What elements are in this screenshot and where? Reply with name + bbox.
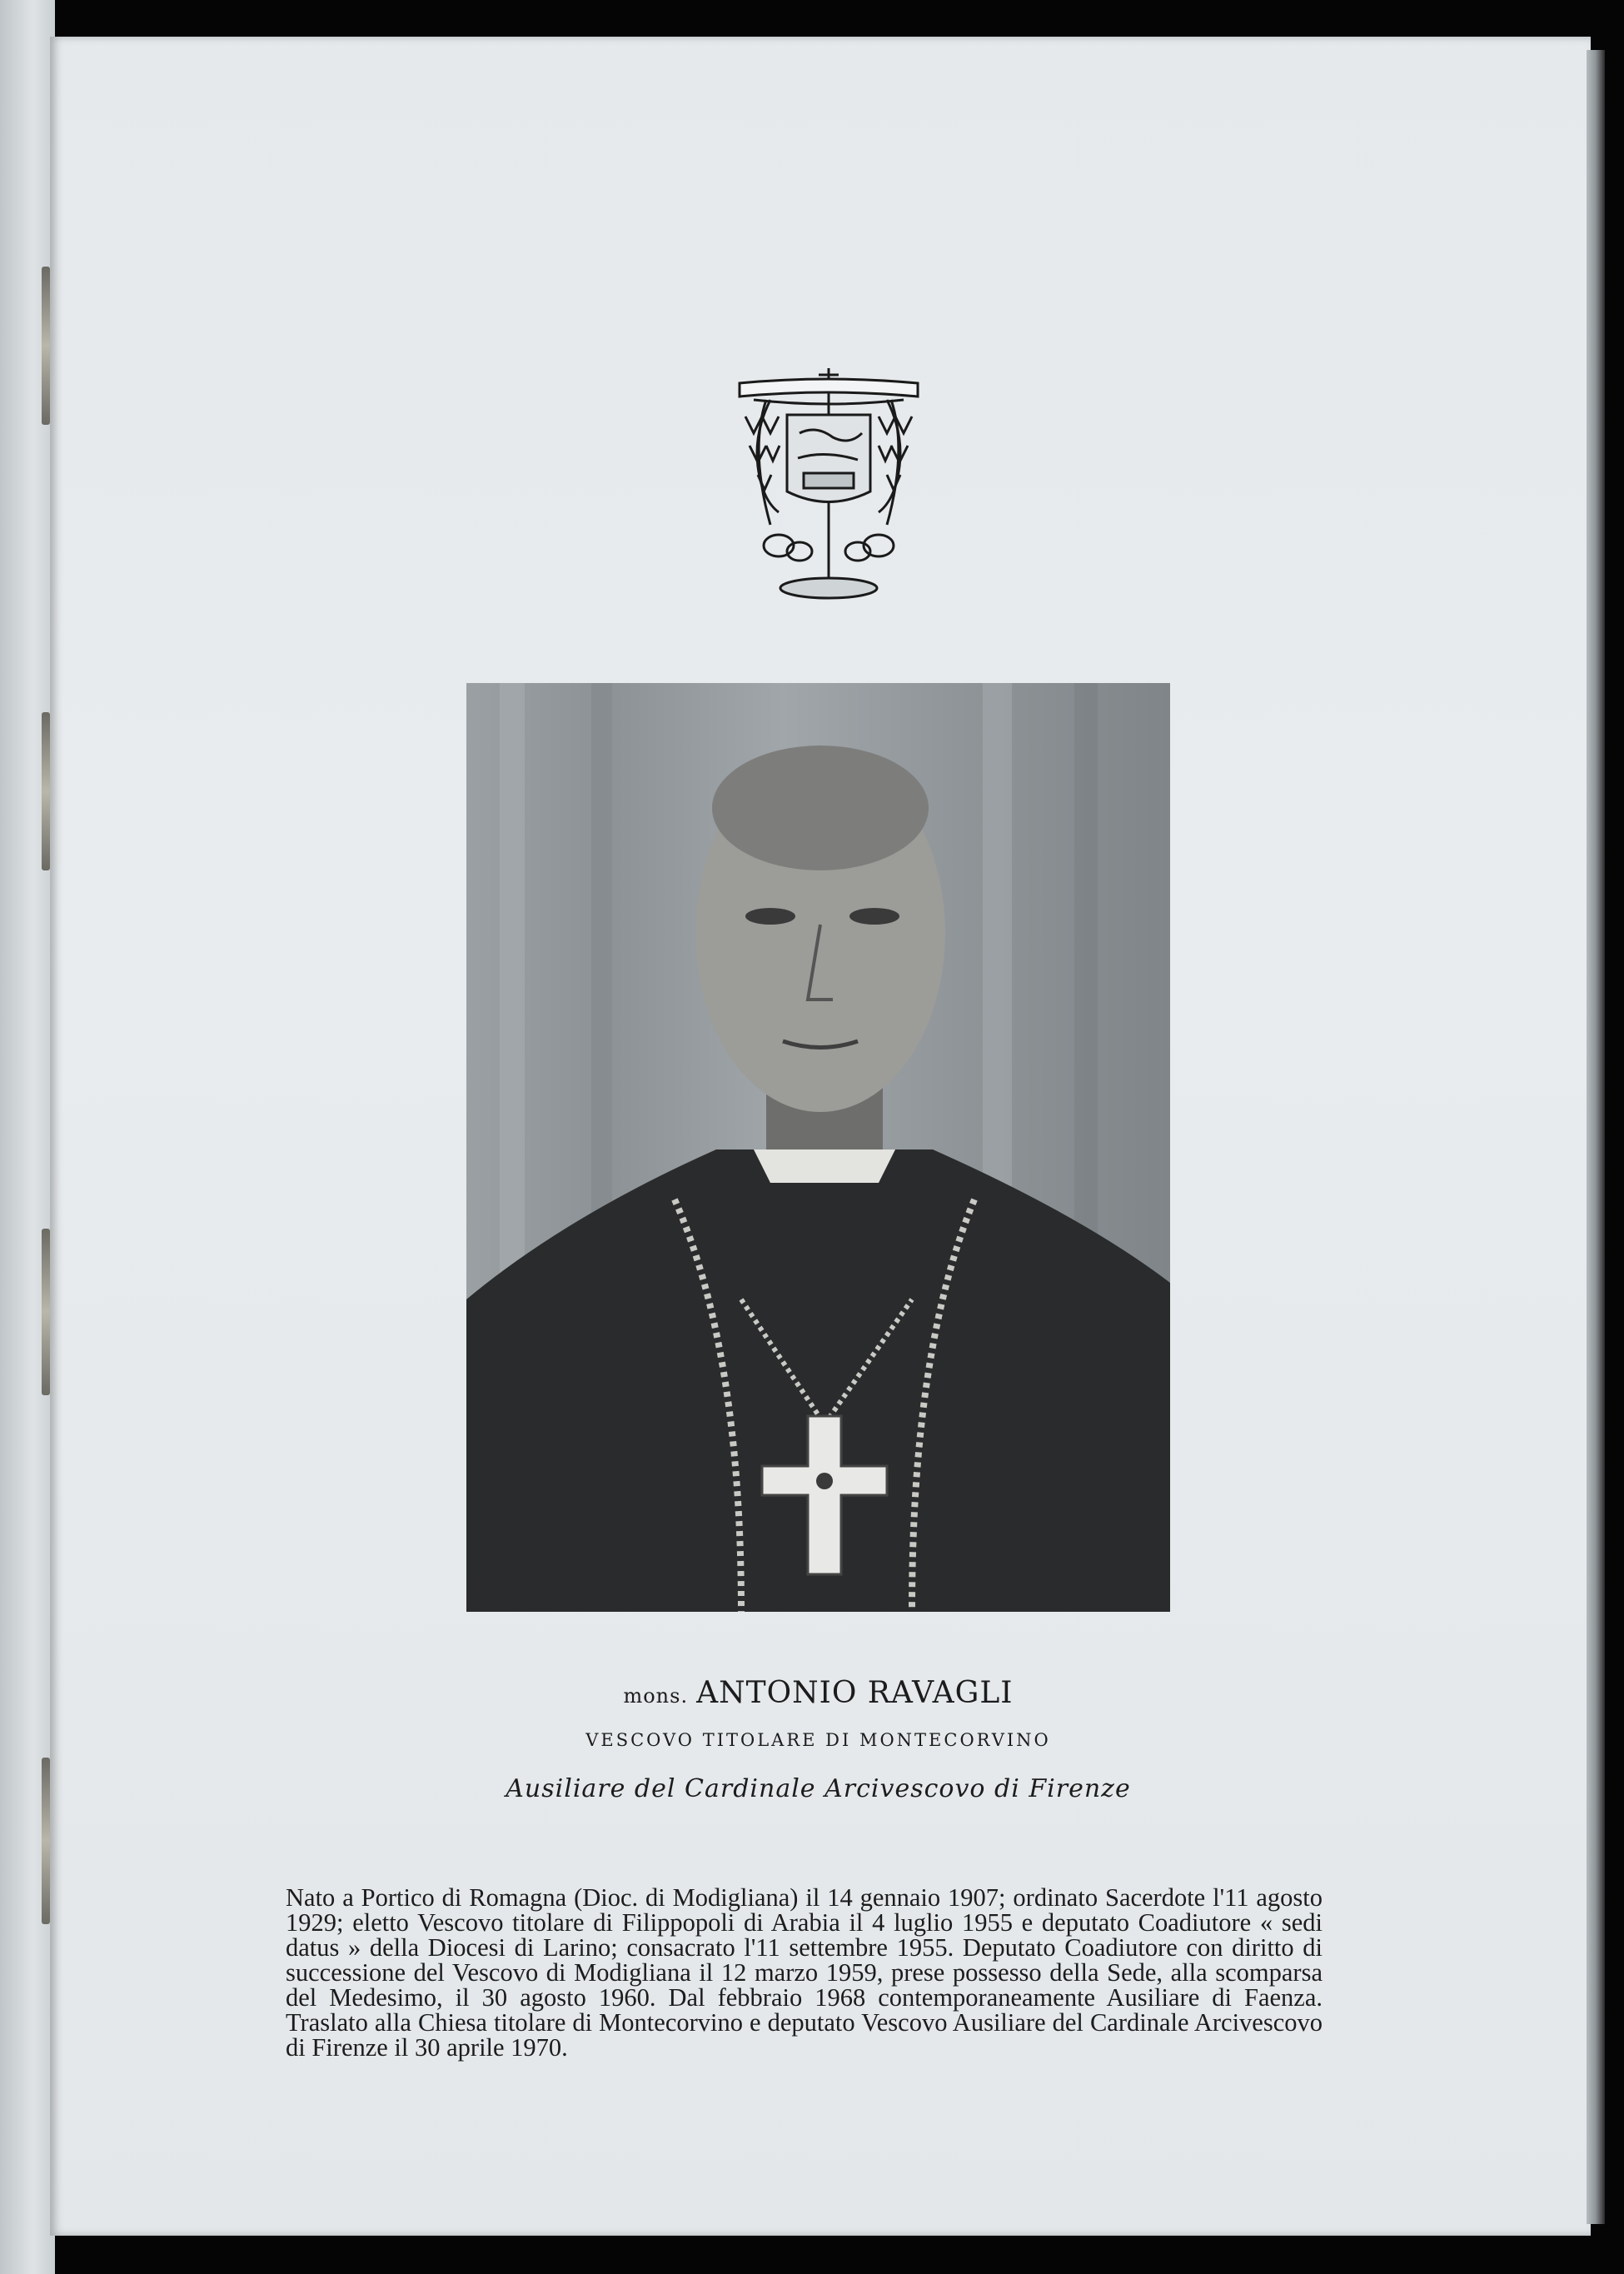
biography-paragraph: Nato a Portico di Romagna (Dioc. di Modigliana) il 14 gennaio 1907; ordinato Sacerdote l'11 agosto 1929; eletto Vescovo titolare di Filippopoli di Arabia il 4 luglio 1955 e deputato Coadiutore « sedi datus » della Diocesi di Larino; consacrato l'11 settembre 1955. Deputato Coadiutore con diritto di successione del Vescovo di Modigliana il 12 marzo 1959, prese possesso della Sede, alla scomparsa del Medesimo, il 30 agosto 1960. Dal febbraio 1968 contemporaneamente Ausiliare di Faenza. Traslato alla Chiesa titolare di Montecorvino e deputato Vescovo Ausiliare del Cardinale Arcivescovo di Firenze il 30 aprile 1970.	[286, 1883, 1323, 2062]
honorific-prefix: mons.	[623, 1684, 689, 1708]
episcopal-title: VESCOVO TITOLARE DI MONTECORVINO	[585, 1730, 1051, 1750]
name-text: ANTONIO RAVAGLI	[696, 1676, 1014, 1710]
binding-stitch	[42, 712, 50, 870]
binding-stitch	[42, 267, 50, 425]
binding-edge	[0, 0, 55, 2274]
portrait-photo	[466, 683, 1170, 1612]
bishop-name	[466, 1676, 1170, 1710]
coat-of-arms	[733, 367, 924, 608]
episcopal-role: Ausiliare del Cardinale Arcivescovo di Firenze	[506, 1774, 1131, 1803]
binding-stitch	[42, 1758, 50, 1924]
page-right-edge	[1587, 50, 1605, 2224]
binding-stitch	[42, 1229, 50, 1395]
